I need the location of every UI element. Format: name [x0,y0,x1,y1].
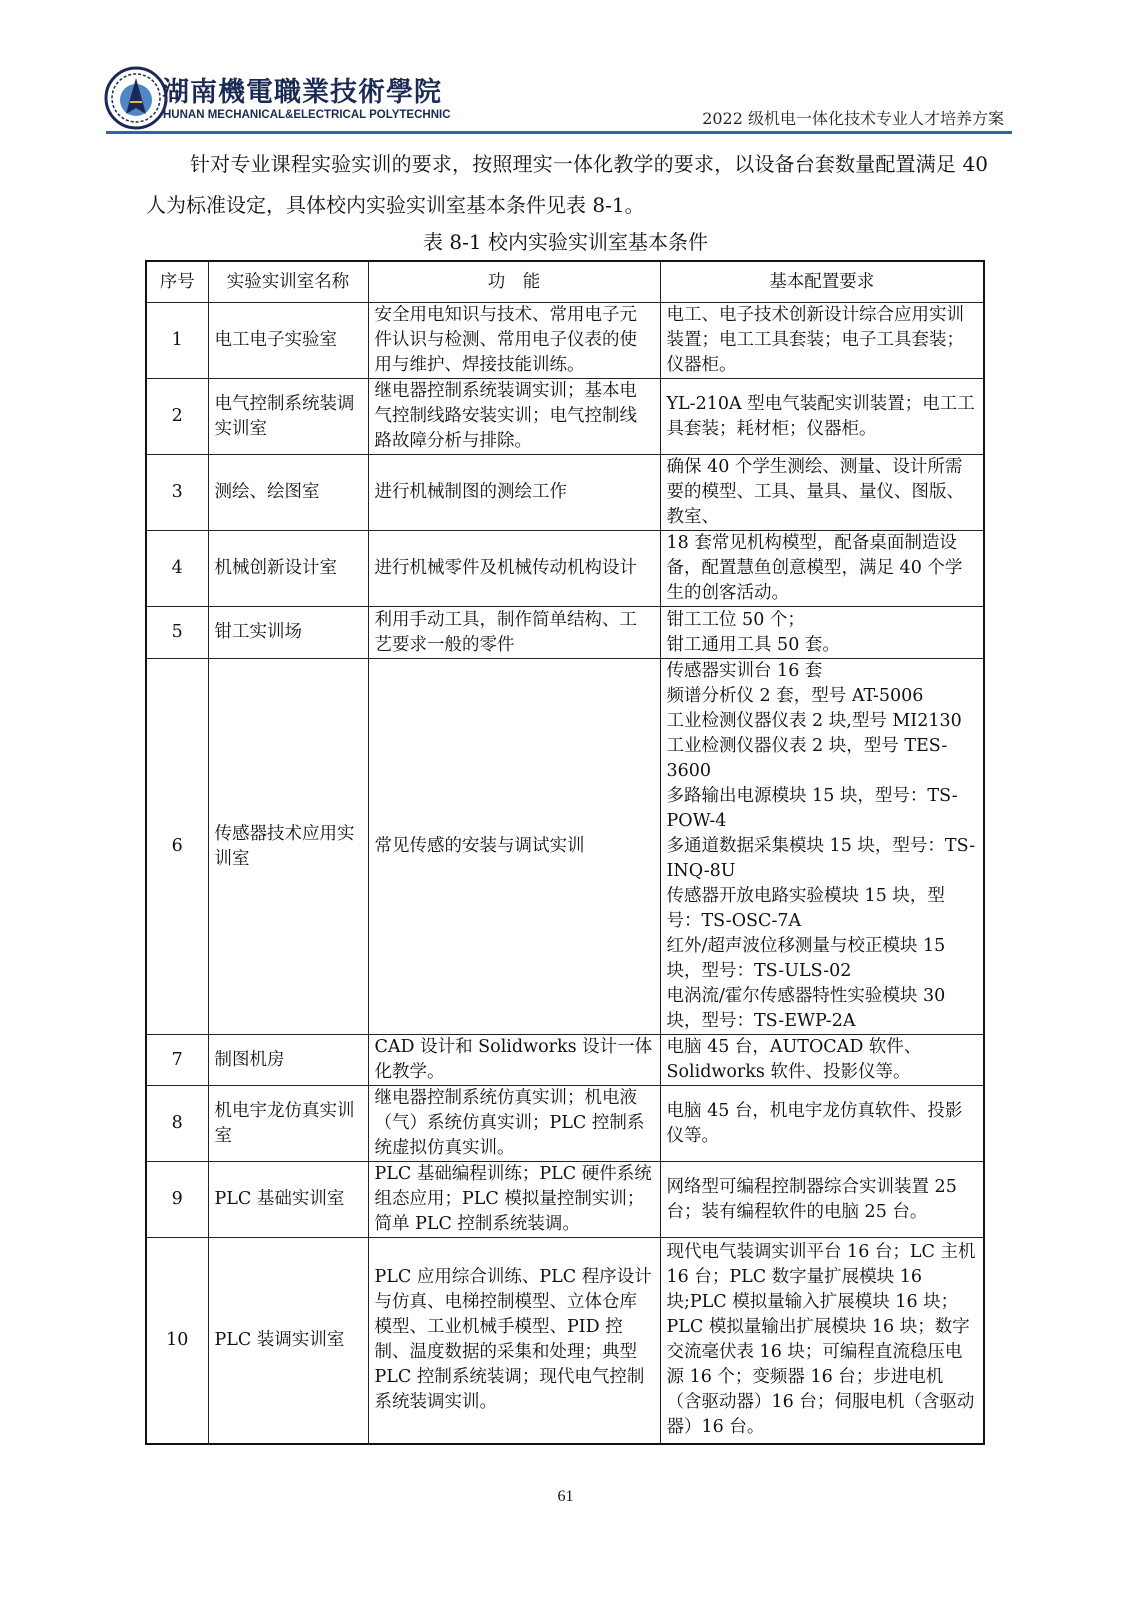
row-number-cell: 3 [146,455,208,531]
room-name-cell: PLC 装调实训室 [208,1238,368,1444]
room-name-cell: 机电宇龙仿真实训室 [208,1086,368,1162]
table-row [146,1162,984,1238]
row-number-cell: 5 [146,607,208,659]
table-row [146,455,984,531]
function-cell: 继电器控制系统装调实训；基本电气控制线路安装实训；电气控制线路故障分析与排除。 [368,379,660,455]
header-name: 实验实训室名称 [208,261,368,303]
config-cell: 确保 40 个学生测绘、测量、设计所需要的模型、工具、量具、量仪、图版、教室、 [660,455,984,531]
table-row [146,607,984,659]
function-cell: 继电器控制系统仿真实训；机电液（气）系统仿真实训；PLC 控制系统虚拟仿真实训。 [368,1086,660,1162]
function-cell: CAD 设计和 Solidworks 设计一体化教学。 [368,1035,660,1086]
row-number-cell: 10 [146,1238,208,1444]
function-cell: 安全用电知识与技术、常用电子元件认识与检测、常用电子仪表的使用与维护、焊接技能训练。 [368,303,660,379]
table-row [146,303,984,379]
room-name-cell: 传感器技术应用实训室 [208,659,368,1035]
header-function: 功 能 [368,261,660,303]
table-header-row [146,261,984,303]
table-row [146,379,984,455]
header-divider [106,131,1012,134]
school-name-cn: 湖南機電職業技術學院 [162,77,442,108]
school-logo [104,66,451,130]
school-name-en: HUNAN MECHANICAL&ELECTRICAL POLYTECHNIC [163,109,451,121]
config-cell: 网络型可编程控制器综合实训装置 25 台；装有编程软件的电脑 25 台。 [660,1162,984,1238]
config-cell: 电脑 45 台，机电宇龙仿真软件、投影仪等。 [660,1086,984,1162]
config-cell: 现代电气装调实训平台 16 台；LC 主机 16 台；PLC 数字量扩展模块 16 块;PLC 模拟量输入扩展模块 16 块；PLC 模拟量输出扩展模块 16 块；数字交流毫伏表 16 块；可编程直流稳压电源 16 个；变频器 16 台；步进电机（含驱动器）16 台；伺服电机（含驱动器）16 台。 [660,1238,984,1444]
config-cell: 传感器实训台 16 套 频谱分析仪 2 套，型号 AT-5006 工业检测仪器仪表 2 块,型号 MI2130 工业检测仪器仪表 2 块，型号 TES-3600 多路输出电源模块 15 块，型号：TS-POW-4 多通道数据采集模块 15 块，型号：TS-INQ-8U 传感器开放电路实验模块 15 块，型号：TS-OSC-7A 红外/超声波位移测量与校正模块 15 块，型号：TS-ULS-02 电涡流/霍尔传感器特性实验模块 30 块，型号：TS-EWP-2A [660,659,984,1035]
room-name-cell: 电气控制系统装调实训室 [208,379,368,455]
school-emblem-icon [104,66,168,130]
function-cell: 常见传感的安装与调试实训 [368,659,660,1035]
header-config: 基本配置要求 [660,261,984,303]
room-name-cell: 电工电子实验室 [208,303,368,379]
row-number-cell: 2 [146,379,208,455]
page-header [0,0,1131,140]
table-row [146,659,984,1035]
row-number-cell: 8 [146,1086,208,1162]
row-number-cell: 9 [146,1162,208,1238]
table-row [146,531,984,607]
table-row [146,1238,984,1444]
row-number-cell: 6 [146,659,208,1035]
document-title: 2022 级机电一体化技术专业人才培养方案 [702,109,1004,128]
config-cell: 电脑 45 台，AUTOCAD 软件、Solidworks 软件、投影仪等。 [660,1035,984,1086]
page-number: 61 [557,1488,574,1505]
lab-conditions-table [145,260,985,1445]
row-number-cell: 1 [146,303,208,379]
room-name-cell: 测绘、绘图室 [208,455,368,531]
row-number-cell: 4 [146,531,208,607]
function-cell: 利用手动工具，制作简单结构、工艺要求一般的零件 [368,607,660,659]
config-cell: YL-210A 型电气装配实训装置；电工工具套装；耗材柜；仪器柜。 [660,379,984,455]
intro-paragraph: 针对专业课程实验实训的要求，按照理实一体化教学的要求，以设备台套数量配置满足 40 人为标准设定，具体校内实验实训室基本条件见表 8-1。 [146,152,988,217]
room-name-cell: 机械创新设计室 [208,531,368,607]
table-caption: 表 8-1 校内实验实训室基本条件 [423,230,708,254]
table-row [146,1086,984,1162]
function-cell: PLC 应用综合训练、PLC 程序设计与仿真、电梯控制模型、立体仓库模型、工业机械手模型、PID 控制、温度数据的采集和处理；典型 PLC 控制系统装调；现代电气控制系统装调实训。 [368,1238,660,1444]
config-cell: 钳工工位 50 个； 钳工通用工具 50 套。 [660,607,984,659]
config-cell: 电工、电子技术创新设计综合应用实训装置；电工工具套装；电子工具套装；仪器柜。 [660,303,984,379]
table-row [146,1035,984,1086]
function-cell: 进行机械零件及机械传动机构设计 [368,531,660,607]
header-no: 序号 [146,261,208,303]
function-cell: PLC 基础编程训练；PLC 硬件系统组态应用；PLC 模拟量控制实训；简单 PLC 控制系统装调。 [368,1162,660,1238]
config-cell: 18 套常见机构模型，配备桌面制造设备，配置慧鱼创意模型，满足 40 个学生的创客活动。 [660,531,984,607]
room-name-cell: PLC 基础实训室 [208,1162,368,1238]
row-number-cell: 7 [146,1035,208,1086]
function-cell: 进行机械制图的测绘工作 [368,455,660,531]
room-name-cell: 制图机房 [208,1035,368,1086]
room-name-cell: 钳工实训场 [208,607,368,659]
